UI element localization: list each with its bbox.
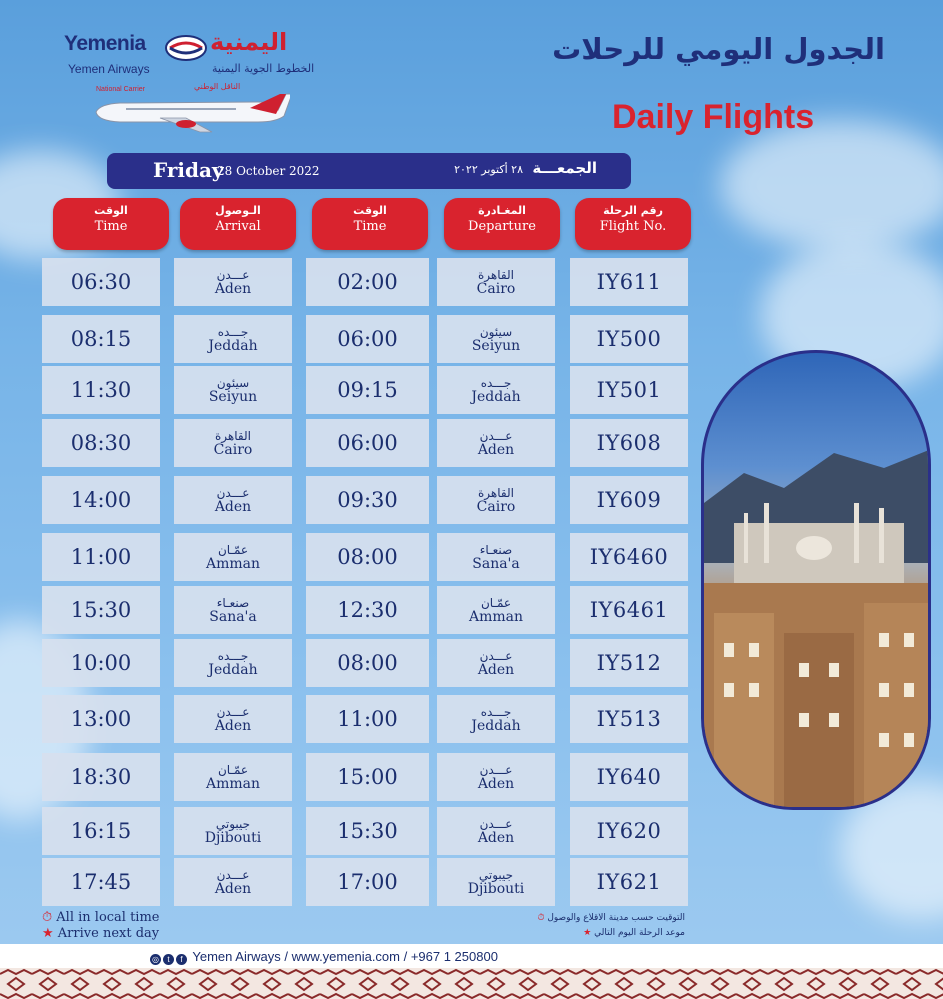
note-local-time-ar-text: التوقيت حسب مدينة الاقلاع والوصول — [547, 913, 685, 923]
arrival-cell-en: Aden — [214, 498, 252, 515]
note-local-time-ar — [537, 913, 685, 923]
flight-number-cell — [570, 695, 688, 743]
flight-number-cell-text: IY513 — [596, 707, 662, 731]
arrival-cell — [174, 366, 292, 414]
arrival-cell-ar: عمّـان — [217, 762, 249, 777]
departure-time-cell-text: 08:00 — [337, 651, 398, 675]
departure-cell-ar: جـــده — [480, 375, 512, 390]
date-day-en: Friday — [153, 158, 224, 182]
instagram-icon[interactable]: ◎ — [150, 954, 161, 965]
departure-cell-en: Aden — [477, 829, 515, 846]
departure-time-cell — [306, 807, 429, 855]
departure-time-cell — [306, 639, 429, 687]
departure-time-cell — [306, 533, 429, 581]
arrival-cell — [174, 639, 292, 687]
sanaa-city-photo — [701, 350, 931, 810]
departure-cell-ar: سيئون — [479, 324, 513, 339]
arrival-cell — [174, 695, 292, 743]
departure-cell-en: Jeddah — [471, 388, 521, 405]
departure-time-cell-text: 17:00 — [337, 870, 398, 894]
brand-logo — [60, 28, 320, 138]
arrival-time-cell-text: 14:00 — [70, 488, 132, 512]
arrival-cell-en: Amman — [205, 775, 261, 792]
arrival-time-cell-text: 17:45 — [70, 870, 132, 894]
departure-cell-ar: عـــدن — [479, 648, 513, 663]
arrival-cell — [174, 533, 292, 581]
arrival-cell-ar: القاهرة — [215, 428, 251, 443]
arrival-cell-en: Sana'a — [209, 608, 257, 625]
arrival-time-cell — [42, 258, 160, 306]
departure-cell — [437, 476, 555, 524]
header-arrival-en: Arrival — [215, 219, 261, 234]
arrival-time-cell — [42, 753, 160, 801]
flight-number-cell — [570, 315, 688, 363]
departure-cell — [437, 586, 555, 634]
departure-time-cell — [306, 753, 429, 801]
header-departure-ar: المغـادرة — [478, 204, 526, 217]
airplane-icon — [90, 88, 290, 136]
national-carrier-ar: الناقل الوطني — [194, 82, 241, 91]
flight-number-cell-text: IY6460 — [589, 545, 669, 569]
star-icon: ★ — [42, 926, 58, 941]
flight-number-cell — [570, 753, 688, 801]
arrival-time-cell-text: 15:30 — [70, 598, 132, 622]
departure-cell — [437, 533, 555, 581]
page-title-ar: الجدول اليومي للرحلات — [552, 32, 885, 66]
departure-cell — [437, 258, 555, 306]
flight-number-cell-text: IY609 — [596, 488, 662, 512]
arrival-cell — [174, 315, 292, 363]
arrival-time-cell-text: 11:00 — [70, 545, 132, 569]
flight-number-cell — [570, 533, 688, 581]
departure-cell-en: Aden — [477, 661, 515, 678]
departure-cell-en: Sana'a — [472, 555, 520, 572]
departure-cell-ar: جـــده — [480, 704, 512, 719]
flight-number-cell-text: IY611 — [596, 270, 662, 294]
flight-number-cell-text: IY6461 — [589, 598, 669, 622]
arrival-time-cell-text: 08:15 — [70, 327, 132, 351]
header-departure — [444, 198, 560, 250]
arrival-time-cell — [42, 366, 160, 414]
arrival-time-cell — [42, 586, 160, 634]
date-day-ar: الجمعـــة — [532, 159, 597, 177]
footer — [0, 944, 943, 968]
departure-cell — [437, 807, 555, 855]
header-dep-time-en: Time — [353, 219, 387, 234]
departure-time-cell-text: 08:00 — [337, 545, 398, 569]
date-ar: ٢٨ أكتوبر ٢٠٢٢ — [454, 163, 523, 176]
brand-sub-en: Yemen Airways — [68, 62, 150, 76]
arrival-cell-en: Seiyun — [208, 388, 258, 405]
arrival-cell-ar: صنعـاء — [216, 595, 250, 610]
departure-cell-ar: جيبوتي — [478, 867, 514, 882]
arrival-cell-ar: عـــدن — [216, 867, 250, 882]
departure-cell-en: Djibouti — [467, 880, 525, 897]
clock-icon: ⏱ — [537, 913, 548, 923]
note-local-time-en — [42, 910, 160, 925]
arrival-cell-en: Jeddah — [208, 337, 258, 354]
departure-time-cell-text: 02:00 — [337, 270, 398, 294]
header-flight-no — [575, 198, 691, 250]
departure-time-cell-text: 12:30 — [337, 598, 398, 622]
arrival-cell-ar: عـــدن — [216, 267, 250, 282]
departure-time-cell — [306, 419, 429, 467]
departure-cell-en: Amman — [468, 608, 524, 625]
departure-cell-en: Cairo — [476, 498, 516, 515]
arrival-time-cell — [42, 315, 160, 363]
arrival-cell — [174, 807, 292, 855]
arrival-cell-ar: عمّـان — [217, 542, 249, 557]
brand-name-ar: اليمنية — [210, 28, 288, 56]
departure-time-cell — [306, 258, 429, 306]
arrival-time-cell — [42, 858, 160, 906]
arrival-cell-en: Cairo — [213, 441, 253, 458]
date-bar — [107, 153, 631, 189]
arrival-cell-ar: جـــده — [217, 324, 249, 339]
departure-time-cell — [306, 858, 429, 906]
facebook-icon[interactable]: f — [176, 954, 187, 965]
header-departure-en: Departure — [468, 219, 536, 234]
arrival-time-cell-text: 06:30 — [70, 270, 132, 294]
arrival-cell — [174, 858, 292, 906]
departure-time-cell — [306, 315, 429, 363]
departure-time-cell-text: 06:00 — [337, 431, 398, 455]
departure-cell — [437, 315, 555, 363]
note-next-day-ar-text: موعد الرحلة اليوم التالي — [594, 928, 685, 938]
header-arr-time-ar: الوقت — [94, 204, 128, 217]
pattern-icon — [0, 968, 943, 999]
arrival-cell-ar: جـــده — [217, 648, 249, 663]
note-next-day-en — [42, 926, 159, 941]
flight-number-cell-text: IY620 — [596, 819, 662, 843]
departure-time-cell — [306, 695, 429, 743]
departure-cell-en: Jeddah — [471, 717, 521, 734]
header-arr-time-en: Time — [94, 219, 128, 234]
departure-time-cell — [306, 476, 429, 524]
brand-name-en: Yemenia — [64, 32, 146, 55]
departure-time-cell-text: 11:00 — [337, 707, 398, 731]
header-arrival — [180, 198, 296, 250]
note-next-day-text: Arrive next day — [57, 926, 160, 941]
brand-sub-ar: الخطوط الجوية اليمنية — [212, 62, 315, 75]
flight-number-cell-text: IY500 — [596, 327, 662, 351]
arrival-time-cell — [42, 476, 160, 524]
flight-number-cell — [570, 807, 688, 855]
note-local-time-text: All in local time — [56, 910, 160, 925]
departure-cell-ar: عمّـان — [480, 595, 512, 610]
departure-time-cell-text: 15:30 — [337, 819, 398, 843]
departure-cell-ar: عـــدن — [479, 816, 513, 831]
flight-number-cell — [570, 366, 688, 414]
arrival-time-cell-text: 11:30 — [70, 378, 132, 402]
arrival-cell-en: Djibouti — [204, 829, 262, 846]
flight-number-cell — [570, 476, 688, 524]
flight-number-cell-text: IY621 — [596, 870, 662, 894]
arrival-time-cell — [42, 695, 160, 743]
arrival-cell-en: Aden — [214, 717, 252, 734]
arrival-cell-ar: سيئون — [216, 375, 250, 390]
arrival-cell-ar: جيبوتي — [215, 816, 251, 831]
arrival-time-cell-text: 16:15 — [70, 819, 132, 843]
arrival-time-cell — [42, 639, 160, 687]
arrival-cell — [174, 419, 292, 467]
arrival-cell-en: Amman — [205, 555, 261, 572]
flight-number-cell-text: IY640 — [596, 765, 662, 789]
departure-time-cell — [306, 366, 429, 414]
yemenia-emblem-icon — [164, 34, 208, 62]
departure-cell-ar: صنعـاء — [479, 542, 513, 557]
departure-cell-ar: عـــدن — [479, 428, 513, 443]
departure-cell — [437, 419, 555, 467]
departure-cell-en: Aden — [477, 441, 515, 458]
flight-number-cell — [570, 419, 688, 467]
arrival-cell — [174, 753, 292, 801]
departure-time-cell-text: 15:00 — [337, 765, 398, 789]
arrival-time-cell-text: 13:00 — [70, 707, 132, 731]
arrival-cell-en: Aden — [214, 880, 252, 897]
departure-cell-en: Seiyun — [471, 337, 521, 354]
arrival-cell-ar: عـــدن — [216, 485, 250, 500]
departure-cell — [437, 639, 555, 687]
departure-cell — [437, 366, 555, 414]
flight-number-cell — [570, 858, 688, 906]
page-title-en: Daily Flights — [612, 98, 815, 136]
flight-number-cell-text: IY501 — [596, 378, 662, 402]
flight-number-cell — [570, 258, 688, 306]
departure-cell-ar: عـــدن — [479, 762, 513, 777]
departure-cell-ar: القاهرة — [478, 267, 514, 282]
flight-number-cell — [570, 586, 688, 634]
header-arrival-ar: الـوصول — [215, 204, 261, 217]
departure-cell-ar: القاهرة — [478, 485, 514, 500]
note-next-day-ar — [583, 928, 685, 938]
arrival-cell-en: Aden — [214, 280, 252, 297]
flight-number-cell-text: IY512 — [596, 651, 662, 675]
departure-time-cell-text: 09:30 — [337, 488, 398, 512]
national-carrier-en: National Carrier — [96, 86, 146, 93]
arrival-time-cell — [42, 533, 160, 581]
departure-cell — [437, 858, 555, 906]
header-dep-time — [312, 198, 428, 250]
footer-text: Yemen Airways / www.yemenia.com / +967 1 250800 — [192, 949, 498, 964]
arrival-time-cell-text: 08:30 — [70, 431, 132, 455]
arrival-cell — [174, 258, 292, 306]
cloud — [720, 120, 943, 250]
date-en: 28 October 2022 — [217, 164, 320, 178]
star-icon: ★ — [583, 928, 595, 938]
departure-time-cell-text: 09:15 — [337, 378, 398, 402]
header-dep-time-ar: الوقت — [353, 204, 387, 217]
arrival-cell — [174, 476, 292, 524]
arrival-time-cell — [42, 807, 160, 855]
decorative-pattern — [0, 968, 943, 999]
city-skyline-icon — [704, 353, 931, 810]
departure-cell — [437, 753, 555, 801]
departure-time-cell — [306, 586, 429, 634]
clock-icon: ⏱ — [42, 910, 57, 925]
departure-cell-en: Cairo — [476, 280, 516, 297]
header-flight-ar: رقم الرحلة — [603, 204, 663, 217]
departure-cell — [437, 695, 555, 743]
arrival-cell-en: Jeddah — [208, 661, 258, 678]
departure-time-cell-text: 06:00 — [337, 327, 398, 351]
arrival-cell — [174, 586, 292, 634]
departure-cell-en: Aden — [477, 775, 515, 792]
twitter-icon[interactable]: t — [163, 954, 174, 965]
arrival-time-cell — [42, 419, 160, 467]
footer-contact — [150, 949, 498, 965]
arrival-time-cell-text: 18:30 — [70, 765, 132, 789]
arrival-cell-ar: عـــدن — [216, 704, 250, 719]
arrival-time-cell-text: 10:00 — [70, 651, 132, 675]
header-arr-time — [53, 198, 169, 250]
flight-number-cell-text: IY608 — [596, 431, 662, 455]
header-flight-en: Flight No. — [599, 219, 667, 234]
flight-number-cell — [570, 639, 688, 687]
